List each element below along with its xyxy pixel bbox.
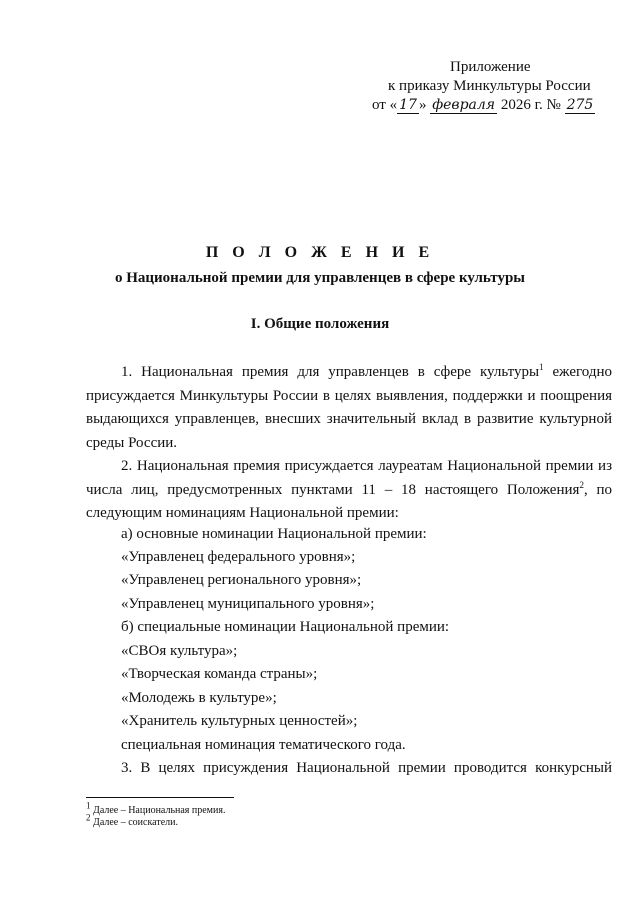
- order-date-number: от « 17 » февраля 2026 г. № 275: [372, 97, 594, 113]
- appendix-label: Приложение: [450, 59, 531, 75]
- document-subtitle: о Национальной премии для управленцев в сфере культуры: [114, 270, 526, 286]
- list-item: «Хранитель культурных ценностей»;: [121, 713, 358, 729]
- footnote-2: $^2$ Далее – соискатели.: [86, 812, 178, 828]
- paragraph-2: 2. Национальная премия присуждается лауреатам Национальной премии из числа лиц, предусмотренных пунктами 11 – 18 настоящего Положения$^2$, по следующим номинациям Национальной премии:: [86, 458, 613, 521]
- order-reference: к приказу Минкультуры России: [388, 78, 591, 94]
- list-item: специальная номинация тематического года.: [121, 737, 406, 753]
- list-item: б) специальные номинации Национальной премии:: [121, 619, 450, 635]
- list-item: «Управленец федерального уровня»;: [121, 549, 356, 565]
- list-item: «Управленец регионального уровня»;: [121, 572, 362, 588]
- list-item: а) основные номинации Национальной премии:: [121, 526, 427, 542]
- paragraph-3: 3. В целях присуждения Национальной премии проводится конкурсный: [121, 760, 612, 776]
- footnote-divider: [86, 797, 234, 798]
- paragraph-1: 1. Национальная премия для управленцев в сфере культуры$^1$ ежегодно присуждается Минкультуры России в целях выявления, поддержки и поощрения выдающихся управленцев, внесших значительный вклад в развитие культурной среды России.: [86, 362, 612, 451]
- order-day: 17: [399, 97, 417, 113]
- footnote-ref-2: 2: [579, 479, 584, 490]
- list-item: «Управленец муниципального уровня»;: [121, 596, 375, 612]
- order-month: февраля: [432, 97, 496, 113]
- order-number: 275: [566, 97, 594, 113]
- list-item: «СВОя культура»;: [121, 643, 238, 659]
- document-header: [300, 58, 630, 115]
- list-item: «Молодежь в культуре»;: [121, 690, 277, 706]
- document-title: П О Л О Ж Е Н И Е: [205, 244, 435, 261]
- footnote-ref-1: 1: [539, 362, 544, 372]
- section-heading: I. Общие положения: [250, 316, 390, 332]
- list-item: «Творческая команда страны»;: [121, 666, 318, 682]
- footnote-1: $^1$ Далее – Национальная премия.: [86, 800, 226, 816]
